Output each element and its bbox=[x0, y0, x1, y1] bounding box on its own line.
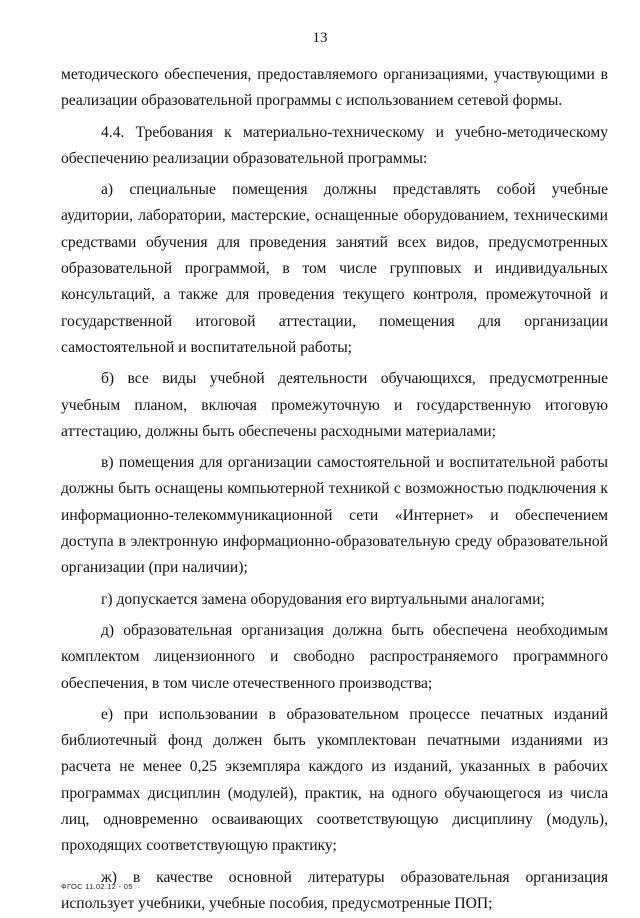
page-number: 13 bbox=[312, 30, 328, 46]
paragraph-item-g: г) допускается замена оборудования его виртуальными аналогами; bbox=[101, 590, 545, 608]
paragraph-item-v: в) помещения для организации самостоятельной и воспитательной работы должны быть оснащены компьютерной техникой с возможностью подключения к информационно-телекоммуникационной сети «Интернет» и обеспечением доступа в электронную информационно-образовательную среду образовательной организации (при наличии); bbox=[61, 454, 608, 577]
document-body bbox=[61, 62, 608, 917]
paragraph-item-e: е) при использовании в образовательном процессе печатных изданий библиотечный фонд должен быть укомплектован печатными изданиями из расчета не менее 0,25 экземпляра каждого из изданий, указанных в рабочих программах дисциплин (модулей), практик, на одного обучающегося из числа лиц, одновременно осваивающих соответствующую дисциплину (модуль), проходящих соответствующую практику; bbox=[61, 705, 608, 855]
paragraph-item-b: б) все виды учебной деятельности обучающихся, предусмотренные учебным планом, включая промежуточную и государственную итоговую аттестацию, должны быть обеспечены расходными материалами; bbox=[61, 370, 608, 440]
footer-document-code: ФГОС 11.02.12 - 05 bbox=[61, 882, 133, 891]
paragraph-section-4-4: 4.4. Требования к материально-техническому и учебно-методическому обеспечению реализации образовательной программы: bbox=[61, 123, 608, 167]
paragraph-item-zh: ж) в качестве основной литературы образовательная организация использует учебники, учебные пособия, предусмотренные ПОП; bbox=[61, 868, 608, 912]
paragraph-item-d: д) образовательная организация должна быть обеспечена необходимым комплектом лицензионного и свободно распространяемого программного обеспечения, в том числе отечественного производства; bbox=[61, 621, 608, 692]
paragraph-item-a: а) специальные помещения должны представлять собой учебные аудитории, лаборатории, мастерские, оснащенные оборудованием, техническими средствами обучения для проведения занятий всех видов, предусмотренных образовательной программой, в том числе групповых и индивидуальных консультаций, а также для проведения текущего контроля, промежуточной и государственной итоговой аттестации, помещения для организации самостоятельной и воспитательной работы; bbox=[61, 181, 608, 356]
paragraph-continuation: методического обеспечения, предоставляемого организациями, участвующими в реализации образовательной программы с использованием сетевой формы. bbox=[61, 66, 608, 110]
